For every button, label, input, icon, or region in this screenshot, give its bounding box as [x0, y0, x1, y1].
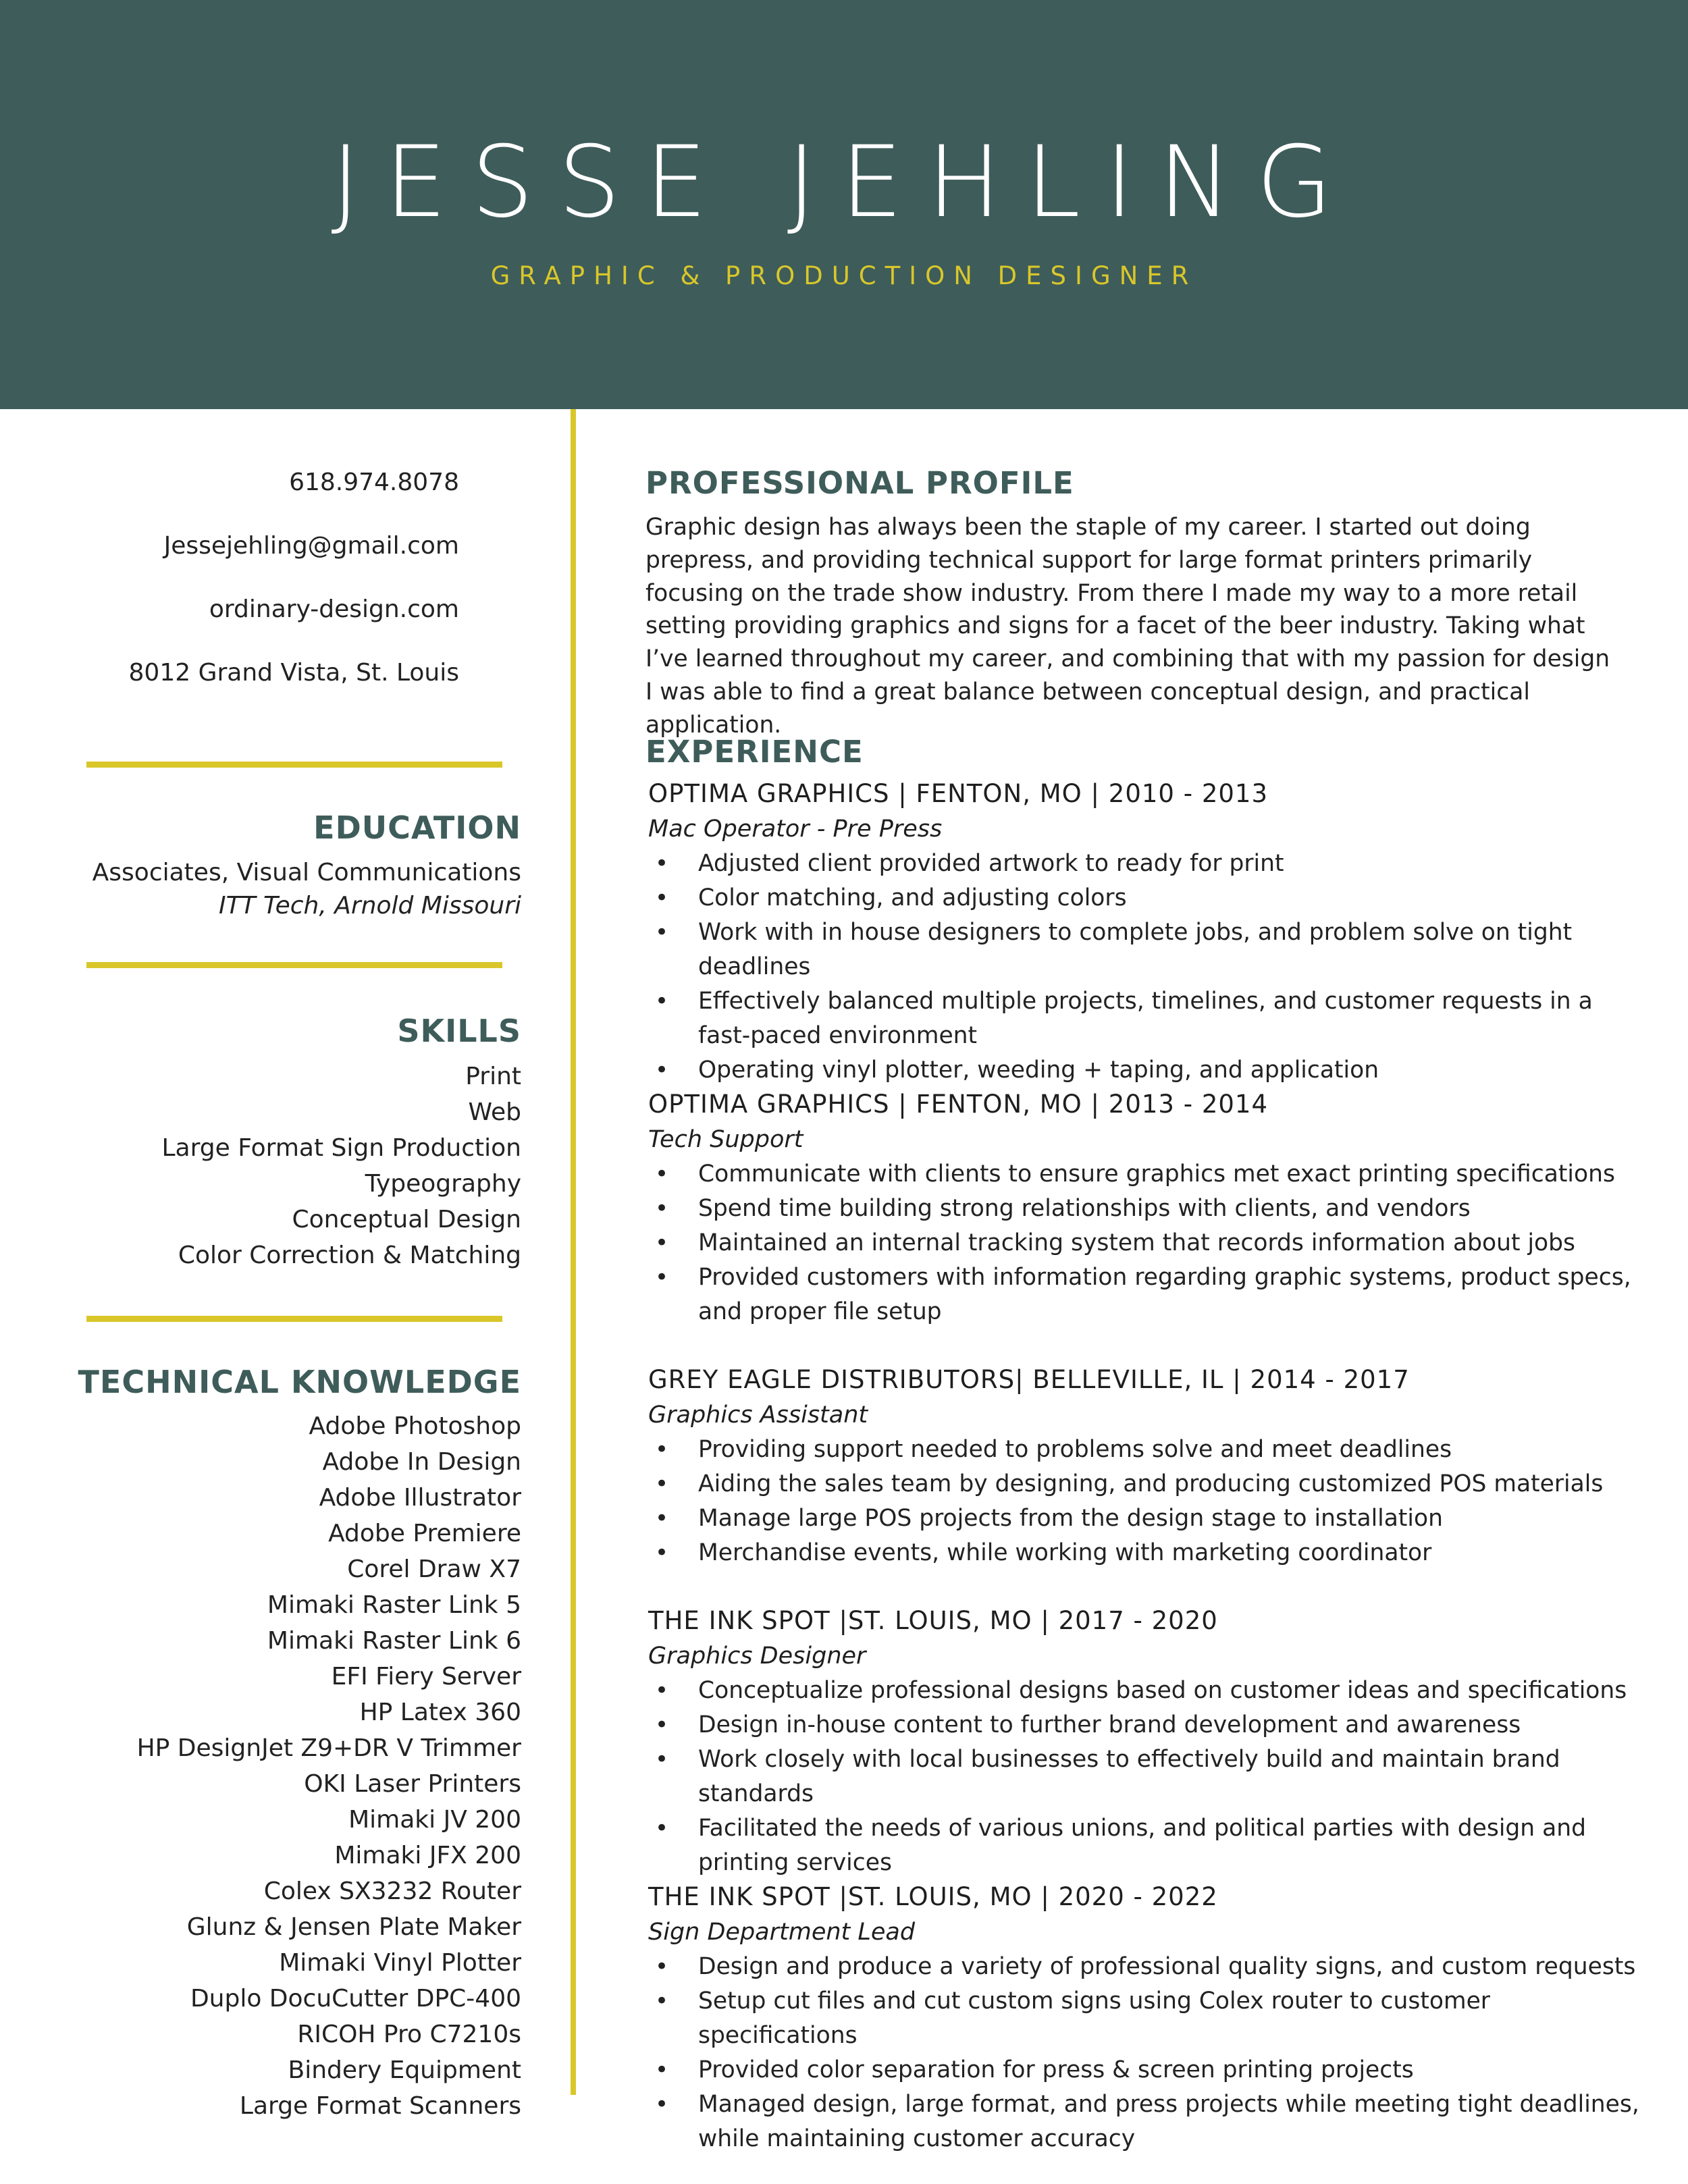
bullet-item: • Setup cut files and cut custom signs using Colex router to customer specifications [655, 1988, 1490, 2049]
candidate-name: JESSE JEHLING [331, 125, 1357, 240]
technical-item: RICOH Pro C7210s [297, 2021, 521, 2048]
technical-item: Adobe Premiere [328, 1520, 521, 1547]
skill-item: Web [468, 1098, 521, 1126]
contact-phone: 618.974.8078 [289, 469, 459, 496]
bullet-item: • Provided customers with information regarding graphic systems, product specs, and proper file setup [655, 1264, 1631, 1325]
education-list [93, 855, 521, 924]
job-title: OPTIMA GRAPHICS | FENTON, MO | 2013 - 2014 [648, 1090, 1268, 1119]
technical-item: HP DesignJet Z9+DR V Trimmer [136, 1734, 521, 1762]
technical-item: Glunz & Jensen Plate Maker [186, 1913, 521, 1941]
profile-text: Graphic design has always been the staple of my career. I started out doing prepress, and providing technical support for large format printers primarily focusing on the trade show industry. From there I made my way to a more retail setting providing graphics and signs for a facet of the beer industry. Taking what I’ve learned throughout my career, and combining that with my passion for design I was able to find a great balance between conceptual design, and practical application. [645, 514, 1610, 739]
bullet-item: • Effectively balanced multiple projects, timelines, and customer requests in a fast-paced environment [655, 988, 1593, 1049]
bullet-item: • Spend time building strong relationships with clients, and vendors [655, 1195, 1471, 1222]
skill-item: Print [465, 1063, 521, 1090]
contact-website: ordinary-design.com [209, 595, 459, 623]
bullet-item: • Aiding the sales team by designing, and producing customized POS materials [655, 1470, 1604, 1497]
experience-entry [648, 1603, 1647, 1880]
technical-item: EFI Fiery Server [331, 1663, 521, 1690]
bullet-item: • Color matching, and adjusting colors [655, 884, 1127, 911]
technical-item: Adobe Illustrator [319, 1484, 521, 1512]
bullet-item: • Design and produce a variety of professional quality signs, and custom requests [655, 1953, 1636, 1980]
technical-item: HP Latex 360 [359, 1699, 521, 1726]
job-role: Graphics Designer [648, 1643, 866, 1670]
education-school: ITT Tech, Arnold Missouri [218, 892, 521, 920]
technical-list [137, 1408, 521, 2124]
section-rule [86, 962, 502, 968]
skill-item: Typeography [365, 1170, 521, 1198]
section-rule [86, 762, 502, 768]
bullet-item: • Conceptualize professional designs based on customer ideas and specifications [655, 1677, 1627, 1704]
bullet-item: • Operating vinyl plotter, weeding + taping, and application [655, 1057, 1379, 1084]
bullet-item: • Managed design, large format, and press projects while meeting tight deadlines, while maintaining customer accuracy [655, 2091, 1639, 2152]
bullet-item: • Work with in house designers to complete jobs, and problem solve on tight deadlines [655, 919, 1573, 980]
experience-heading: EXPERIENCE [645, 734, 864, 770]
technical-item: Bindery Equipment [288, 2056, 521, 2084]
job-title: THE INK SPOT |ST. LOUIS, MO | 2017 - 2020 [648, 1606, 1218, 1635]
technical-item: Colex SX3232 Router [263, 1877, 521, 1905]
contact-email: Jessejehling@gmail.com [163, 532, 459, 560]
skill-item: Color Correction & Matching [178, 1242, 521, 1269]
job-title: GREY EAGLE DISTRIBUTORS| BELLEVILLE, IL | 2014 - 2017 [648, 1365, 1410, 1394]
skills-heading: SKILLS [397, 1013, 521, 1049]
technical-item: Adobe Photoshop [309, 1412, 521, 1440]
bullet-item: • Adjusted client provided artwork to ready for print [655, 850, 1284, 877]
job-title: OPTIMA GRAPHICS | FENTON, MO | 2010 - 2013 [648, 779, 1268, 808]
job-role: Tech Support [648, 1126, 803, 1153]
technical-item: Large Format Scanners [239, 2092, 521, 2120]
column-divider [571, 409, 576, 2095]
bullet-item: • Facilitated the needs of various unions, and political parties with design and printing services [655, 1815, 1587, 1876]
skill-item: Large Format Sign Production [161, 1134, 521, 1162]
bullet-item: • Merchandise events, while working with marketing coordinator [655, 1539, 1432, 1566]
experience-entry [648, 1362, 1647, 1570]
skill-item: Conceptual Design [292, 1206, 521, 1233]
technical-item: Mimaki Raster Link 6 [267, 1627, 521, 1655]
technical-item: Corel Draw X7 [347, 1555, 521, 1583]
bullet-item: • Provided color separation for press & screen printing projects [655, 2056, 1414, 2083]
technical-item: OKI Laser Printers [304, 1770, 521, 1798]
experience-entry [648, 776, 1647, 1088]
technical-item: Mimaki Raster Link 5 [267, 1591, 521, 1619]
job-subtitle: GRAPHIC & PRODUCTION DESIGNER [490, 261, 1198, 290]
technical-item: Duplo DocuCutter DPC-400 [190, 1985, 521, 2013]
job-bullets [648, 847, 1647, 1088]
bullet-item: • Manage large POS projects from the design stage to installation [655, 1505, 1443, 1532]
profile-heading: PROFESSIONAL PROFILE [645, 465, 1074, 501]
technical-item: Adobe In Design [322, 1448, 521, 1476]
bullet-item: • Design in-house content to further brand development and awareness [655, 1711, 1521, 1738]
job-role: Sign Department Lead [648, 1919, 916, 1946]
job-role: Graphics Assistant [648, 1402, 868, 1429]
job-bullets [648, 1157, 1647, 1329]
header-banner [0, 0, 1688, 409]
job-bullets [648, 1950, 1647, 2156]
job-role: Mac Operator - Pre Press [648, 816, 943, 843]
job-title: THE INK SPOT |ST. LOUIS, MO | 2020 - 2022 [648, 1882, 1218, 1911]
skills-list [161, 1059, 521, 1273]
technical-item: Mimaki JV 200 [348, 1806, 521, 1834]
experience-entry [648, 1880, 1647, 2156]
section-rule [86, 1316, 502, 1322]
education-degree: Associates, Visual Communications [92, 859, 521, 886]
contact-address: 8012 Grand Vista, St. Louis [128, 659, 459, 687]
bullet-item: • Work closely with local businesses to effectively build and maintain brand standards [655, 1746, 1560, 1807]
bullet-item: • Maintained an internal tracking system that records information about jobs [655, 1229, 1576, 1256]
job-bullets [648, 1674, 1647, 1880]
education-heading: EDUCATION [313, 809, 521, 846]
bullet-item: • Communicate with clients to ensure graphics met exact printing specifications [655, 1161, 1615, 1188]
technical-heading: TECHNICAL KNOWLEDGE [78, 1364, 521, 1400]
experience-entry [648, 1087, 1647, 1329]
technical-item: Mimaki JFX 200 [334, 1842, 521, 1869]
bullet-item: • Providing support needed to problems solve and meet deadlines [655, 1436, 1452, 1463]
job-bullets [648, 1433, 1647, 1570]
technical-item: Mimaki Vinyl Plotter [279, 1949, 521, 1977]
